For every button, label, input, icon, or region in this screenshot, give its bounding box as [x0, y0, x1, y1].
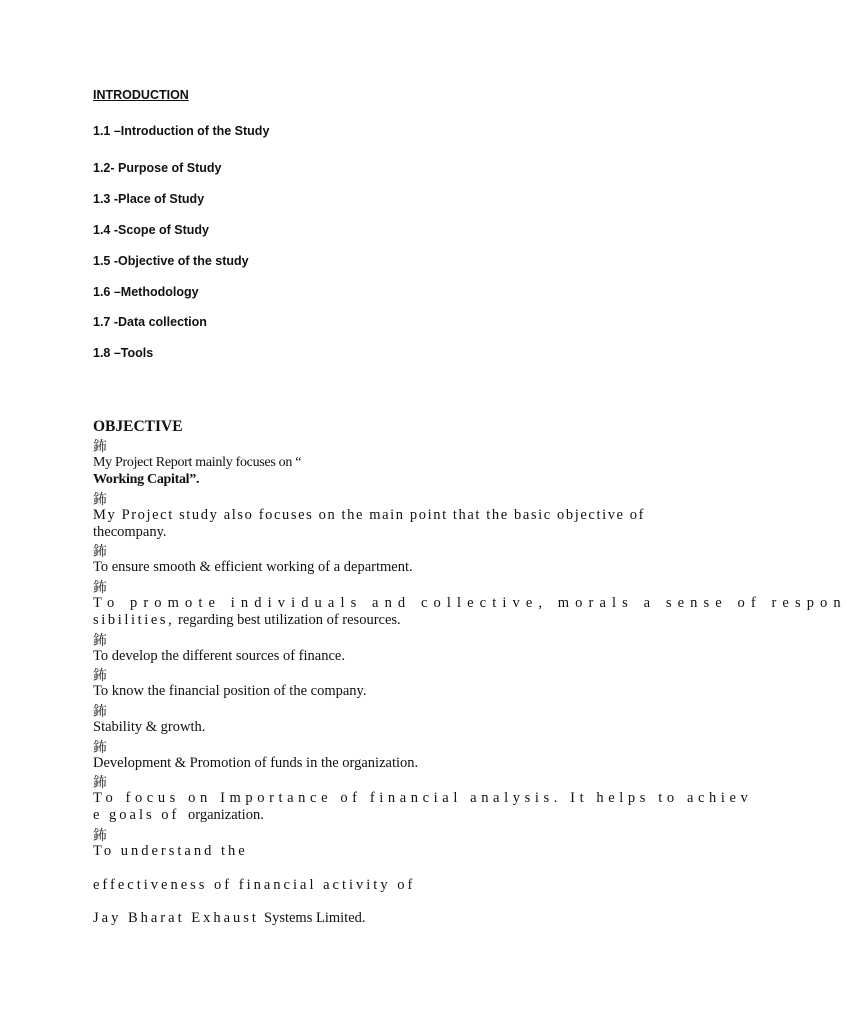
bullet-glyph: 鈽 — [93, 633, 107, 649]
contents-item: 1.8 –Tools — [93, 346, 154, 360]
company-name-part: Jay Bharat Exhaust — [93, 910, 259, 926]
contents-item: 1.4 -Scope of Study — [93, 223, 209, 237]
contents-item: 1.1 –Introduction of the Study — [93, 124, 270, 138]
contents-heading: INTRODUCTION — [93, 88, 189, 102]
contents-item: 1.6 –Methodology — [93, 285, 199, 299]
study-line: thecompany. — [93, 524, 167, 540]
objective-point: To ensure smooth & efficient working of a department. — [93, 559, 413, 575]
contents-item: 1.2- Purpose of Study — [93, 161, 222, 175]
focus-line: My Project Report mainly focuses on “ — [93, 455, 302, 470]
contents-item: 1.7 -Data collection — [93, 315, 207, 329]
bullet-glyph: 鈽 — [93, 580, 107, 596]
contents-item: 1.5 -Objective of the study — [93, 254, 249, 268]
objective-point: sibilities, — [93, 612, 175, 628]
focus-topic: Working Capital”. — [93, 472, 200, 487]
objective-point: Stability & growth. — [93, 719, 206, 735]
contents-item: 1.3 -Place of Study — [93, 192, 205, 206]
objective-point: e goals of — [93, 807, 180, 823]
objective-point: effectiveness of financial activity of — [93, 877, 416, 893]
objective-point: To focus on Importance of financial analysis. It helps to achiev — [93, 790, 753, 806]
study-line: My Project study also focuses on the main point that the basic objective of — [93, 507, 646, 523]
bullet-glyph: 鈽 — [93, 668, 107, 684]
company-name-part: Systems Limited. — [264, 910, 366, 926]
bullet-glyph: 鈽 — [93, 492, 107, 508]
objective-heading: OBJECTIVE — [93, 418, 183, 435]
bullet-glyph: 鈽 — [93, 704, 107, 720]
bullet-glyph: 鈽 — [93, 740, 107, 756]
objective-point: To know the financial position of the company. — [93, 683, 367, 699]
bullet-glyph: 鈽 — [93, 828, 107, 844]
bullet-glyph: 鈽 — [93, 544, 107, 560]
objective-point: organization. — [188, 807, 264, 823]
objective-point: Development & Promotion of funds in the organization. — [93, 755, 419, 771]
objective-point: To develop the different sources of finance. — [93, 648, 345, 664]
objective-point: To understand the — [93, 843, 248, 859]
bullet-glyph: 鈽 — [93, 439, 107, 455]
bullet-glyph: 鈽 — [93, 775, 107, 791]
objective-point: To promote individuals and collective, morals a sense of respon — [93, 595, 847, 611]
objective-point: regarding best utilization of resources. — [178, 612, 401, 628]
